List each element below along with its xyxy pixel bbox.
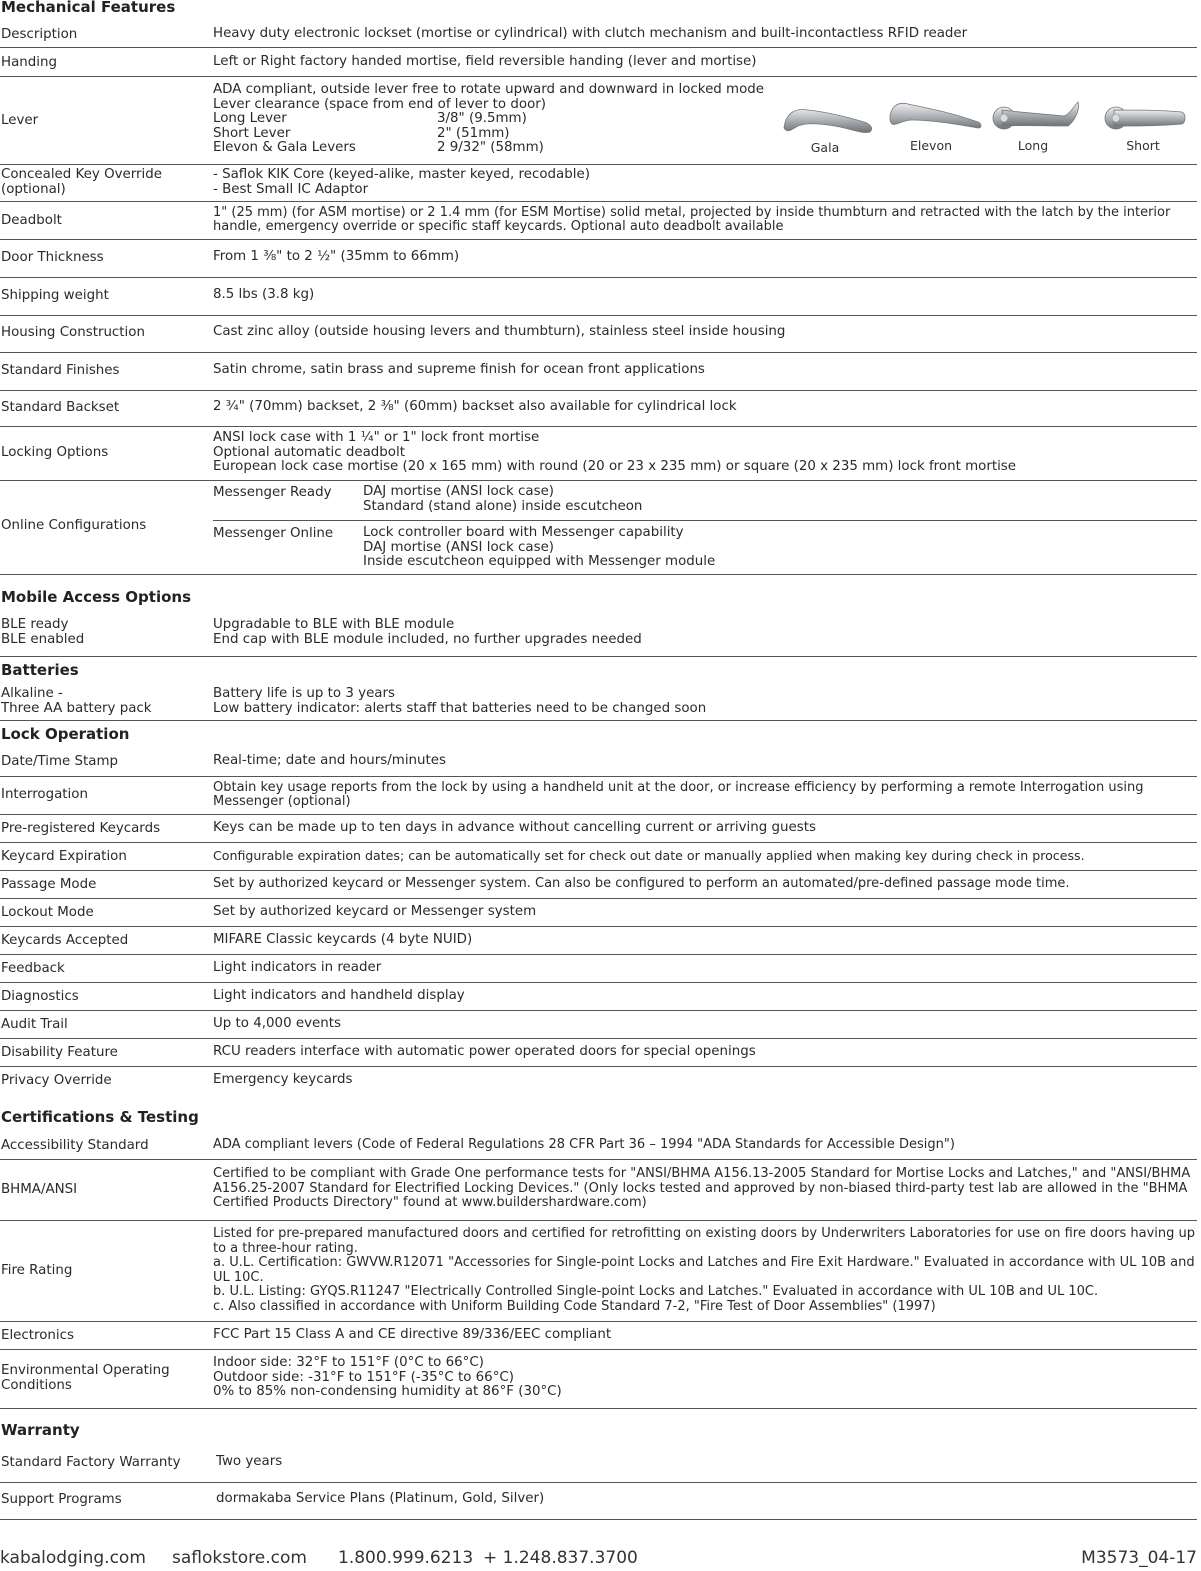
row-value: Configurable expiration dates; can be automatically set for check out date or manually applied when making key during check in process.: [213, 848, 1085, 863]
row-value: From 1 ⅜" to 2 ½" (35mm to 66mm): [213, 249, 460, 264]
row-label: Lockout Mode: [1, 905, 94, 920]
row-value: ADA compliant, outside lever free to rotate upward and downward in locked mode Lever clearance (space from end of lever to door) Long Lever 3/8" (9.5mm) Short Lever 2" (51mm) Elevon & Gala Levers 2 9/32" (58mm): [213, 83, 1197, 156]
row-value: Left or Right factory handed mortise, field reversible handing (lever and mortise): [213, 54, 757, 69]
section-title-certifications: Certifications & Testing: [1, 1108, 199, 1126]
table-row: [0, 815, 1197, 843]
row-label: Locking Options: [1, 445, 109, 460]
row-label: Lever: [1, 113, 39, 128]
table-row: [0, 165, 1197, 202]
row-label: Concealed Key Override (optional): [1, 167, 163, 197]
row-value: Certified to be compliant with Grade One performance tests for "ANSI/BHMA A156.13-2005 Standard for Mortise Locks and Latches," and "ANSI/BHMA A156.25-2007 Standard for Electrified Locking Devices." (Only locks tested and approved by non-biased third-party test lab are allowed in the "BHMA Certified Products Directory" found at www.buildershardware.com): [213, 1166, 1191, 1210]
table-row: [0, 1446, 1197, 1483]
footer-link-saflokstore[interactable]: saflokstore.com: [172, 1548, 307, 1568]
table-row: [0, 1322, 1197, 1350]
row-value: Emergency keycards: [213, 1072, 353, 1087]
lever-caption: Gala: [810, 140, 840, 155]
row-label: Housing Construction: [1, 325, 145, 340]
row-value: Set by authorized keycard or Messenger system: [213, 904, 537, 919]
row-label: Door Thickness: [1, 250, 104, 265]
footer-link-kabalodging[interactable]: kabalodging.com: [0, 1548, 146, 1568]
clearance-row: Short Lever 2" (51mm): [213, 125, 510, 141]
row-label: Shipping weight: [1, 288, 109, 303]
messenger-online-label: Messenger Online: [213, 526, 334, 541]
table-row: [0, 240, 1197, 278]
table-row: [0, 316, 1197, 353]
table-row: [0, 1160, 1197, 1221]
clearance-row: Elevon & Gala Levers 2 9/32" (58mm): [213, 140, 544, 155]
row-value: Cast zinc alloy (outside housing levers and thumbturn), stainless steel inside housing: [213, 324, 786, 339]
table-row: [0, 427, 1197, 481]
row-label: Keycards Accepted: [1, 933, 129, 948]
row-label: Handing: [1, 55, 57, 70]
row-label: Interrogation: [1, 787, 88, 802]
table-row: [0, 1039, 1197, 1067]
lever-caption: Long: [1017, 138, 1049, 153]
row-value: Obtain key usage reports from the lock by using a handheld unit at the door, or increase efficiency by performing a remote Interrogation using Messenger (optional): [213, 780, 1144, 809]
table-row: [0, 481, 1197, 575]
divider: [213, 520, 1197, 521]
table-row: [0, 843, 1197, 871]
row-label: Standard Factory Warranty: [1, 1455, 181, 1470]
row-label: Passage Mode: [1, 877, 97, 892]
table-row: [0, 927, 1197, 955]
section-title-lock-operation: Lock Operation: [1, 725, 130, 743]
row-label: Description: [1, 27, 78, 42]
row-label: Privacy Override: [1, 1073, 112, 1088]
gala-lever-image: [780, 102, 876, 138]
table-row: [0, 391, 1197, 427]
row-value: ADA compliant levers (Code of Federal Regulations 28 CFR Part 36 – 1994 "ADA Standards for Accessible Design"): [213, 1137, 955, 1152]
row-label: Disability Feature: [1, 1045, 118, 1060]
document-code: M3573_04-17: [1081, 1548, 1197, 1568]
row-value: Heavy duty electronic lockset (mortise or cylindrical) with clutch mechanism and built-incontactless RFID reader: [213, 26, 968, 41]
section-title-mobile: Mobile Access Options: [1, 588, 192, 606]
row-label: Alkaline - Three AA battery pack: [1, 686, 152, 716]
footer-phone-1: 1.800.999.6213: [338, 1548, 474, 1568]
row-label: Electronics: [1, 1328, 74, 1343]
row-value: Light indicators in reader: [213, 960, 382, 975]
table-row: [0, 983, 1197, 1011]
section-title-mechanical: Mechanical Features: [1, 0, 176, 16]
table-row: [0, 1132, 1197, 1160]
long-lever-image: [988, 98, 1084, 136]
lever-elevon: [886, 98, 976, 153]
row-value: 8.5 lbs (3.8 kg): [213, 287, 315, 302]
table-row: [0, 278, 1197, 316]
table-row: [0, 1483, 1197, 1520]
row-label: Date/Time Stamp: [1, 754, 119, 769]
row-value: Light indicators and handheld display: [213, 988, 465, 1003]
table-row: [0, 612, 1197, 657]
table-row: [0, 353, 1197, 391]
lever-caption: Elevon: [909, 138, 953, 153]
row-value: Set by authorized keycard or Messenger system. Can also be configured to perform an automated/pre-defined passage mode time.: [213, 876, 1070, 891]
lever-images: [780, 98, 1200, 160]
row-label: Diagnostics: [1, 989, 79, 1004]
lever-gala: [780, 102, 870, 155]
row-label: Keycard Expiration: [1, 849, 127, 864]
row-label: Accessibility Standard: [1, 1138, 149, 1153]
row-value: MIFARE Classic keycards (4 byte NUID): [213, 932, 473, 947]
lever-long: [988, 98, 1078, 153]
table-row: [0, 1350, 1197, 1409]
row-label: BLE ready BLE enabled: [1, 617, 85, 647]
table-row: [0, 20, 1197, 48]
table-row: [0, 683, 1197, 721]
row-value: 2 ¾" (70mm) backset, 2 ⅜" (60mm) backset also available for cylindrical lock: [213, 399, 737, 414]
messenger-online-value: Lock controller board with Messenger capability DAJ mortise (ANSI lock case) Inside escutcheon equipped with Messenger module: [363, 525, 716, 569]
messenger-ready-value: DAJ mortise (ANSI lock case) Standard (stand alone) inside escutcheon: [363, 484, 643, 514]
row-value: Battery life is up to 3 years Low battery indicator: alerts staff that batteries need to be changed soon: [213, 686, 707, 716]
row-value: RCU readers interface with automatic power operated doors for special openings: [213, 1044, 756, 1059]
lever-caption: Short: [1126, 138, 1160, 153]
row-label: Online Configurations: [1, 518, 147, 533]
table-row: [0, 1221, 1197, 1322]
footer-phone-2: + 1.248.837.3700: [483, 1548, 638, 1568]
table-row: [0, 777, 1197, 815]
table-row: [0, 871, 1197, 899]
row-value: Two years: [216, 1454, 283, 1469]
row-value: Keys can be made up to ten days in advance without cancelling current or arriving guests: [213, 820, 816, 835]
row-label: Standard Backset: [1, 400, 120, 415]
row-value: Listed for pre-prepared manufactured doors and certified for retrofitting on existing doors by Underwriters Laboratories for use on fire doors having up to a three-hour rating. a. U.L. Certification: GWVW.R12071 "Accessories for Single-point Locks and Latches and Fire Exit Hardware." Evaluated in accordance with UL 10B and UL 10C. b. U.L. Listing: GYQS.R11247 "Electrically Controlled Single-point Locks and Latches." Evaluated in accordance with UL 10B and UL 10C. c. Also classified in accordance with Uniform Building Code Standard 7-2, "Fire Test of Door Assemblies" (1997): [213, 1226, 1196, 1314]
row-label: Support Programs: [1, 1492, 122, 1507]
row-label: Standard Finishes: [1, 363, 120, 378]
row-value: Indoor side: 32°F to 151°F (0°C to 66°C) Outdoor side: -31°F to 151°F (-35°C to 66°C) 0% to 85% non-condensing humidity at 86°F (30°C): [213, 1355, 562, 1399]
row-label: Fire Rating: [1, 1263, 73, 1278]
row-value: 1" (25 mm) (for ASM mortise) or 2 1.4 mm (for ESM Mortise) solid metal, projected by inside thumbturn and retracted with the latch by the interior handle, emergency override or specific staff keycards. Optional auto deadbolt available: [213, 205, 1171, 234]
row-value: Upgradable to BLE with BLE module End cap with BLE module included, no further upgrades needed: [213, 617, 642, 647]
table-row: [0, 955, 1197, 983]
row-label: Deadbolt: [1, 213, 62, 228]
row-value: FCC Part 15 Class A and CE directive 89/336/EEC compliant: [213, 1327, 612, 1342]
row-label: Feedback: [1, 961, 65, 976]
messenger-ready-label: Messenger Ready: [213, 485, 332, 500]
row-value: - Saflok KIK Core (keyed-alike, master keyed, recodable) - Best Small IC Adaptor: [213, 167, 590, 197]
table-row: [0, 748, 1197, 777]
table-row: [0, 899, 1197, 927]
row-label: Environmental Operating Conditions: [1, 1363, 170, 1393]
table-row: [0, 1011, 1197, 1039]
row-value: ANSI lock case with 1 ¼" or 1" lock front mortise Optional automatic deadbolt European lock case mortise (20 x 165 mm) with round (20 or 23 x 235 mm) or square (20 x 235 mm) lock front mortise: [213, 430, 1017, 474]
row-label: BHMA/ANSI: [1, 1182, 78, 1197]
row-label: Audit Trail: [1, 1017, 68, 1032]
table-row: [0, 48, 1197, 77]
row-value: Real-time; date and hours/minutes: [213, 753, 446, 768]
row-label: Pre-registered Keycards: [1, 821, 161, 836]
clearance-row: Long Lever 3/8" (9.5mm): [213, 111, 527, 126]
row-value: dormakaba Service Plans (Platinum, Gold, Silver): [216, 1491, 545, 1506]
short-lever-image: [1098, 100, 1190, 136]
table-row: [0, 202, 1197, 240]
lever-short: [1098, 100, 1188, 153]
section-title-batteries: Batteries: [1, 661, 79, 679]
row-value: Up to 4,000 events: [213, 1016, 341, 1031]
row-value: Satin chrome, satin brass and supreme finish for ocean front applications: [213, 362, 705, 377]
section-title-warranty: Warranty: [1, 1421, 80, 1439]
elevon-lever-image: [886, 98, 986, 136]
table-row: [0, 1067, 1197, 1095]
